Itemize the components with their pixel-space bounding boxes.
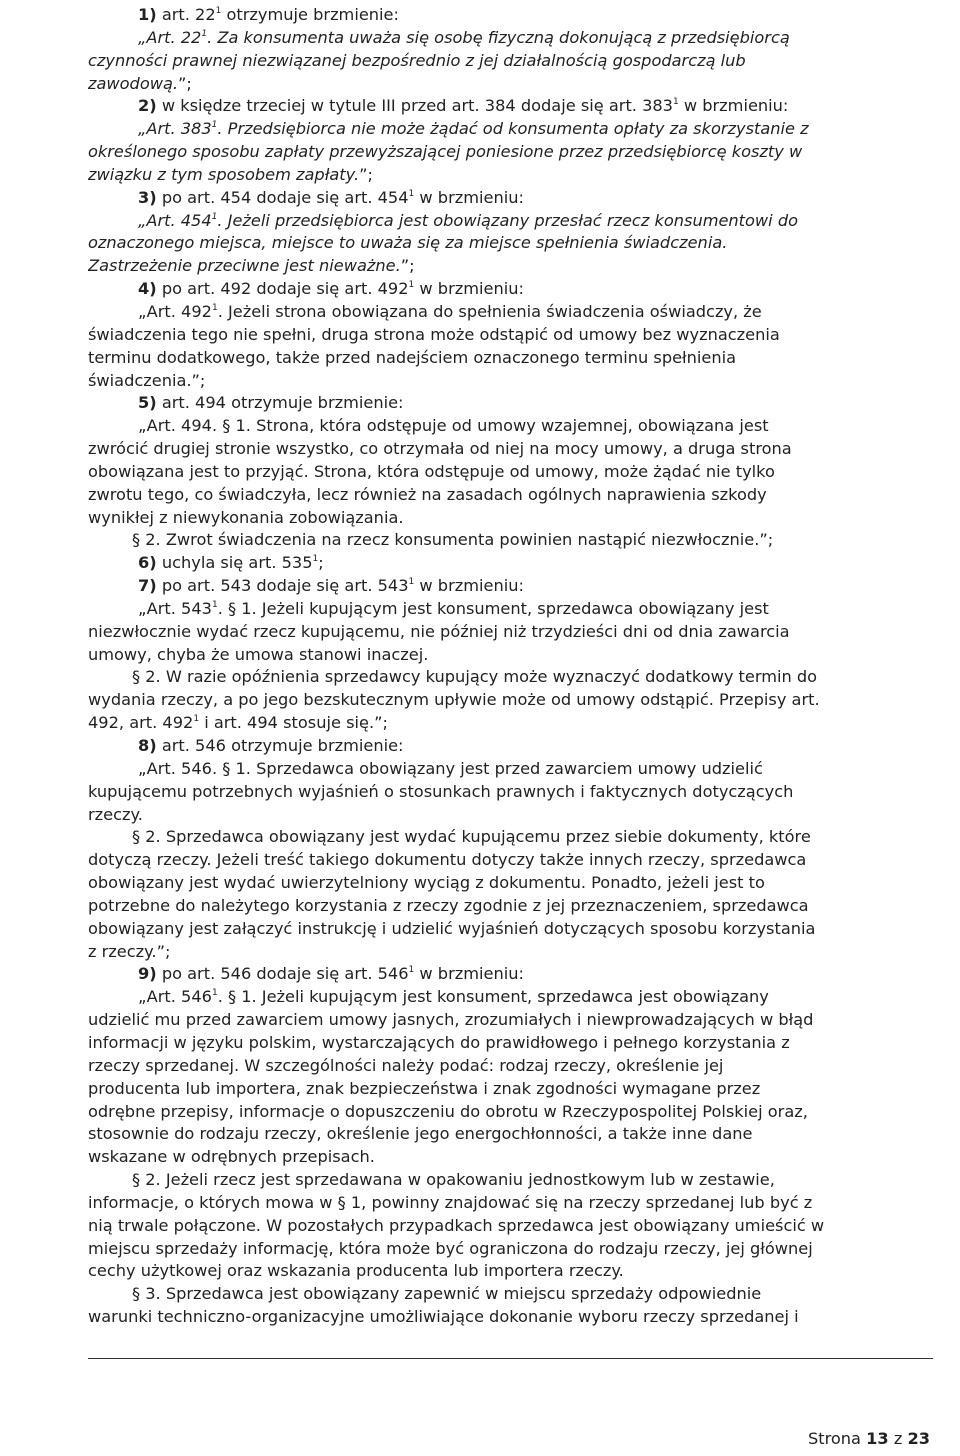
text-segment: „Art. 454 xyxy=(138,210,212,230)
text-segment: odrębne przepisy, informacje o dopuszczeniu do obrotu w Rzeczypospolitej Polskiej oraz, xyxy=(88,1101,808,1121)
text-line xyxy=(132,826,933,849)
text-segment: udzielić mu przed zawarciem umowy jasnych, zrozumiałych i niewprowadzających w błąd xyxy=(88,1010,814,1030)
page-number-prefix: Strona xyxy=(807,1429,861,1448)
text-segment: w brzmieniu: xyxy=(414,187,524,207)
text-line xyxy=(138,301,933,324)
text-segment: po art. 543 dodaje się art. 543 xyxy=(156,576,409,596)
text-segment: wydania rzeczy, a po jego bezskutecznym upływie może od umowy odstąpić. Przepisy art. xyxy=(88,690,820,710)
text-line xyxy=(138,735,933,758)
text-line xyxy=(132,1169,933,1192)
text-line xyxy=(88,621,933,644)
text-line xyxy=(88,232,933,255)
text-line xyxy=(88,941,933,964)
text-line xyxy=(88,1032,933,1055)
text-segment: „Art. 492 xyxy=(138,301,212,321)
text-line xyxy=(88,370,933,393)
text-line xyxy=(88,849,933,872)
text-segment: po art. 454 dodaje się art. 454 xyxy=(156,187,409,207)
text-line xyxy=(88,1078,933,1101)
text-segment: warunki techniczno-organizacyjne umożliwiające dokonanie wyboru rzeczy sprzedanej i xyxy=(88,1307,799,1327)
text-segment: po art. 492 dodaje się art. 492 xyxy=(156,279,409,299)
text-segment: nią trwale połączone. W pozostałych przypadkach sprzedawca jest obowiązany umieścić w xyxy=(88,1215,825,1235)
text-segment: wynikłej z niewykonania zobowiązania. xyxy=(88,507,404,527)
text-segment: informacje, o których mowa w § 1, powinny znajdować się na rzeczy sprzedanej lub być z xyxy=(88,1192,813,1212)
text-line xyxy=(138,278,933,301)
text-line xyxy=(88,1055,933,1078)
text-segment: i art. 494 stosuje się.”; xyxy=(199,713,388,733)
text-line xyxy=(88,1238,933,1261)
superscript: 1 xyxy=(215,6,222,16)
superscript: 1 xyxy=(193,714,200,725)
text-segment: . § 1. Jeżeli kupującym jest konsument, sprzedawca obowiązany jest xyxy=(217,598,769,618)
text-segment: „Art. 546. § 1. Sprzedawca obowiązany jest przed zawarciem umowy udzielić xyxy=(138,758,763,778)
text-segment: uchyla się art. 535 xyxy=(156,553,313,573)
text-segment: Zastrzeżenie przeciwne jest nieważne. xyxy=(88,256,401,276)
text-line xyxy=(88,461,933,484)
footer-divider xyxy=(88,1358,933,1359)
item-number: 4) xyxy=(138,279,157,299)
text-segment: terminu dodatkowego, także przed nadejściem oznaczonego terminu spełnienia xyxy=(88,347,737,367)
text-segment: producenta lub importera, znak bezpieczeństwa i znak zgodności wymagane przez xyxy=(88,1078,761,1098)
superscript: 1 xyxy=(211,211,218,222)
text-line xyxy=(132,666,933,689)
text-line xyxy=(138,415,933,438)
text-line xyxy=(138,187,933,210)
item-number: 3) xyxy=(138,187,157,207)
text-line xyxy=(138,118,933,141)
text-line xyxy=(138,210,933,233)
superscript: 1 xyxy=(408,280,415,291)
text-segment: 492, art. 492 xyxy=(88,713,194,733)
text-segment: . Przedsiębiorca nie może żądać od konsumenta opłaty za skorzystanie z xyxy=(217,119,809,139)
text-line xyxy=(88,1123,933,1146)
text-line xyxy=(88,644,933,667)
text-segment: ”; xyxy=(359,164,373,184)
text-segment: „Art. 546 xyxy=(138,987,212,1007)
text-line xyxy=(88,872,933,895)
text-line xyxy=(138,575,933,598)
superscript: 1 xyxy=(408,965,415,976)
text-line xyxy=(88,1146,933,1169)
superscript: 1 xyxy=(408,577,415,588)
text-segment: umowy, chyba że umowa stanowi inaczej. xyxy=(88,644,429,664)
text-line xyxy=(138,27,933,50)
text-segment: ”; xyxy=(178,73,192,93)
text-line xyxy=(88,689,933,712)
superscript: 1 xyxy=(211,302,218,313)
text-line xyxy=(138,963,933,986)
superscript: 1 xyxy=(211,988,218,999)
text-line xyxy=(88,507,933,530)
text-line xyxy=(88,255,933,278)
text-segment: . Jeżeli przedsiębiorca jest obowiązany przesłać rzecz konsumentowi do xyxy=(217,210,798,230)
text-segment: zwrócić drugiej stronie wszystko, co otrzymała od niej na mocy umowy, a druga strona xyxy=(88,439,792,459)
text-segment: niezwłocznie wydać rzecz kupującemu, nie później niż trzydzieści dni od dnia zawarcia xyxy=(88,621,790,641)
text-line xyxy=(88,1260,933,1283)
text-line xyxy=(88,712,933,735)
text-line xyxy=(88,895,933,918)
text-segment: w brzmieniu: xyxy=(414,964,524,984)
text-segment: § 2. W razie opóźnienia sprzedawcy kupujący może wyznaczyć dodatkowy termin do xyxy=(132,667,818,687)
text-line xyxy=(88,73,933,96)
text-line xyxy=(88,1009,933,1032)
text-segment: „Art. 22 xyxy=(138,27,202,47)
text-segment: ; xyxy=(318,553,324,573)
text-segment: w brzmieniu: xyxy=(414,279,524,299)
text-segment: . Jeżeli strona obowiązana do spełnienia świadczenia oświadczy, że xyxy=(217,301,762,321)
superscript: 1 xyxy=(672,97,679,108)
text-line xyxy=(88,141,933,164)
superscript: 1 xyxy=(211,120,218,131)
text-segment: wskazane w odrębnych przepisach. xyxy=(88,1147,375,1167)
text-segment: z rzeczy.”; xyxy=(88,941,171,961)
text-segment: „Art. 494. § 1. Strona, która odstępuje od umowy wzajemnej, obowiązana jest xyxy=(138,416,769,436)
superscript: 1 xyxy=(211,599,218,610)
text-segment: art. 22 xyxy=(156,5,216,24)
text-segment: stosownie do rodzaju rzeczy, określenie jego energochłonności, a także inne dane xyxy=(88,1124,753,1144)
item-number: 5) xyxy=(138,393,157,413)
text-segment: § 2. Sprzedawca obowiązany jest wydać kupującemu przez siebie dokumenty, które xyxy=(132,827,811,847)
text-segment: po art. 546 dodaje się art. 546 xyxy=(156,964,409,984)
text-line xyxy=(88,484,933,507)
item-number: 9) xyxy=(138,964,157,984)
text-segment: świadczenia.”; xyxy=(88,370,206,390)
text-line xyxy=(132,1283,933,1306)
text-line xyxy=(88,324,933,347)
text-segment: obowiązana jest to przyjąć. Strona, która odstępuje od umowy, może żądać nie tylko xyxy=(88,461,775,481)
document-body xyxy=(88,4,933,1329)
text-line xyxy=(88,781,933,804)
text-line xyxy=(138,552,933,575)
text-segment: w brzmieniu: xyxy=(678,96,789,116)
text-segment: cechy użytkowej oraz wskazania producenta lub importera rzeczy. xyxy=(88,1261,624,1281)
text-line xyxy=(88,1192,933,1215)
text-segment: rzeczy. xyxy=(88,804,143,824)
text-line xyxy=(88,1101,933,1124)
text-segment: w brzmieniu: xyxy=(414,576,524,596)
text-segment: określonego sposobu zapłaty przewyższającej poniesione przez przedsiębiorcę koszty w xyxy=(88,142,803,162)
text-segment: potrzebne do należytego korzystania z rzeczy zgodnie z jej przeznaczeniem, sprzedawca xyxy=(88,895,809,915)
superscript: 1 xyxy=(201,28,208,39)
item-number: 6) xyxy=(138,553,157,573)
text-segment: § 3. Sprzedawca jest obowiązany zapewnić w miejscu sprzedaży odpowiednie xyxy=(132,1284,762,1304)
superscript: 1 xyxy=(312,554,319,565)
text-line xyxy=(88,1306,933,1329)
superscript: 1 xyxy=(408,188,415,199)
text-segment: „Art. 383 xyxy=(138,119,212,139)
text-segment: kupującemu potrzebnych wyjaśnień o stosunkach prawnych i faktycznych dotyczących xyxy=(88,781,794,801)
text-line xyxy=(132,529,933,552)
item-number: 1) xyxy=(138,5,157,24)
text-line xyxy=(138,598,933,621)
text-segment: . § 1. Jeżeli kupującym jest konsument, sprzedawca jest obowiązany xyxy=(217,987,769,1007)
text-line xyxy=(138,986,933,1009)
text-line xyxy=(88,438,933,461)
text-segment: świadczenia tego nie spełni, druga strona może odstąpić od umowy bez wyznaczenia xyxy=(88,324,780,344)
text-segment: art. 494 otrzymuje brzmienie: xyxy=(156,393,404,413)
item-number: 2) xyxy=(138,96,157,116)
text-segment: art. 546 otrzymuje brzmienie: xyxy=(156,736,404,755)
page-number-total: 23 xyxy=(907,1429,930,1448)
page-number-current: 13 xyxy=(866,1429,889,1448)
text-segment: . Za konsumenta uważa się osobę fizyczną dokonującą z przedsiębiorcą xyxy=(207,27,790,47)
text-segment: zawodową. xyxy=(88,73,179,93)
text-line xyxy=(138,758,933,781)
text-line xyxy=(138,95,933,118)
text-line xyxy=(88,804,933,827)
text-segment: obowiązany jest wydać uwierzytelniony wyciąg z dokumentu. Ponadto, jeżeli jest to xyxy=(88,873,765,893)
text-segment: ”; xyxy=(400,256,415,276)
text-line xyxy=(88,347,933,370)
page-number-separator: z xyxy=(893,1429,903,1448)
text-segment: otrzymuje brzmienie: xyxy=(221,5,399,24)
text-line xyxy=(88,50,933,73)
text-segment: § 2. Jeżeli rzecz jest sprzedawana w opakowaniu jednostkowym lub w zestawie, xyxy=(132,1170,775,1190)
text-segment: oznaczonego miejsca, miejsce to uważa się za miejsce spełnienia świadczenia. xyxy=(88,233,728,253)
text-segment: § 2. Zwrot świadczenia na rzecz konsumenta powinien nastąpić niezwłocznie.”; xyxy=(132,530,774,550)
text-line xyxy=(138,4,933,27)
text-segment: w księdze trzeciej w tytule III przed art. 384 dodaje się art. 383 xyxy=(156,96,673,116)
item-number: 8) xyxy=(138,736,157,755)
text-segment: zwrotu tego, co świadczyła, lecz również na zasadach ogólnych naprawienia szkody xyxy=(88,484,767,504)
text-segment: związku z tym sposobem zapłaty. xyxy=(88,164,360,184)
page-number xyxy=(808,1429,930,1448)
text-segment: miejscu sprzedaży informację, która może być ograniczona do rodzaju rzeczy, jej głównej xyxy=(88,1238,813,1258)
text-line xyxy=(88,918,933,941)
text-segment: „Art. 543 xyxy=(138,598,212,618)
item-number: 7) xyxy=(138,576,157,596)
text-segment: obowiązany jest załączyć instrukcję i udzielić wyjaśnień dotyczących sposobu korzystania xyxy=(88,918,816,938)
text-line xyxy=(88,1215,933,1238)
text-segment: czynności prawnej niezwiązanej bezpośrednio z jej działalnością gospodarczą lub xyxy=(88,50,746,70)
text-line xyxy=(138,392,933,415)
text-segment: informacji w języku polskim, wystarczających do prawidłowego i pełnego korzystania z xyxy=(88,1032,790,1052)
text-segment: dotyczą rzeczy. Jeżeli treść takiego dokumentu dotyczy także innych rzeczy, sprzedawca xyxy=(88,850,807,870)
text-line xyxy=(88,164,933,187)
text-segment: rzeczy sprzedanej. W szczególności należy podać: rodzaj rzeczy, określenie jej xyxy=(88,1055,724,1075)
